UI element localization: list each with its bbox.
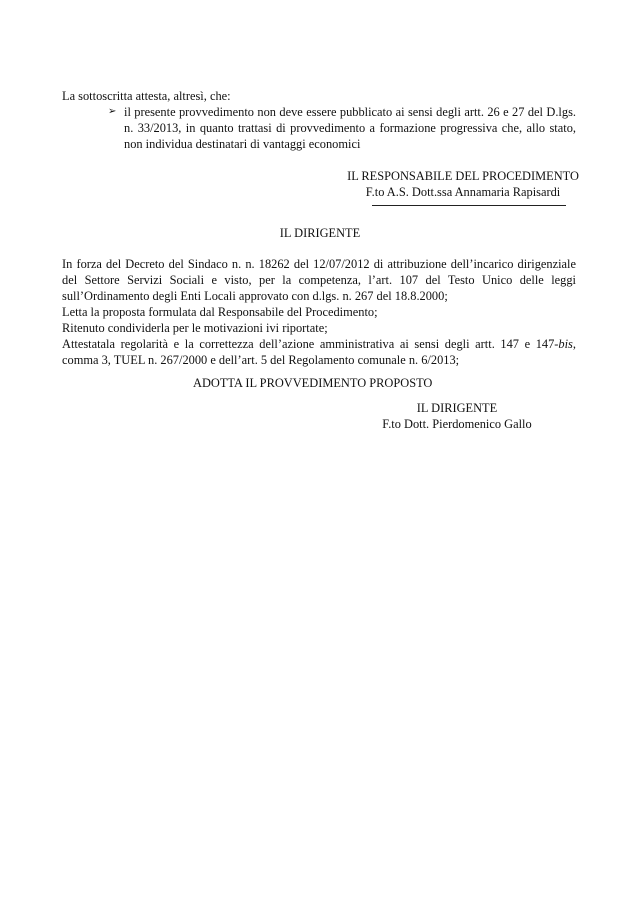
- dirigente-heading: IL DIRIGENTE: [279, 226, 361, 240]
- signature-line: [372, 205, 566, 206]
- paragraph-decreto: In forza del Decreto del Sindaco n. n. 18262 del 12/07/2012 di attribuzione dell’incarico dirigenziale del Settore Servizi Sociali e visto, per la competenza, l’art. 107 del Testo Unico delle leggi sull’Ordinamento degli Enti Locali approvato con d.lgs. n. 267 del 18.8.2000;: [62, 257, 576, 303]
- line-attestata-2: comma 3, TUEL n. 267/2000 e dell’art. 5 del Regolamento comunale n. 6/2013;: [62, 353, 460, 367]
- intro-line: La sottoscritta attesta, altresì, che:: [62, 89, 231, 103]
- line-ritenuto: Ritenuto condividerla per le motivazioni ivi riportate;: [62, 321, 328, 335]
- signature-name: F.to Dott. Pierdomenico Gallo: [382, 417, 532, 431]
- line-letta: Letta la proposta formulata dal Responsabile del Procedimento;: [62, 305, 378, 319]
- responsabile-title: IL RESPONSABILE DEL PROCEDIMENTO: [347, 169, 579, 183]
- arrow-bullet-icon: ➢: [108, 106, 117, 117]
- signature-title: IL DIRIGENTE: [416, 401, 498, 415]
- responsabile-name: F.to A.S. Dott.ssa Annamaria Rapisardi: [365, 185, 561, 199]
- attestata-italic: bis: [558, 337, 573, 351]
- bullet-text: il presente provvedimento non deve essere pubblicato ai sensi degli artt. 26 e 27 del D.lgs. n. 33/2013, in quanto trattasi di provvedimento a formazione progressiva che, allo stato, non individua destinatari di vantaggi economici: [124, 105, 576, 151]
- line-attestata: [62, 336, 576, 352]
- attestata-prefix: Attestatala regolarità e la correttezza dell’azione amministrativa ai sensi degli artt. 147 e 147-: [62, 337, 559, 351]
- attestata-suffix: ,: [572, 337, 576, 351]
- adotta-line: ADOTTA IL PROVVEDIMENTO PROPOSTO: [193, 376, 433, 390]
